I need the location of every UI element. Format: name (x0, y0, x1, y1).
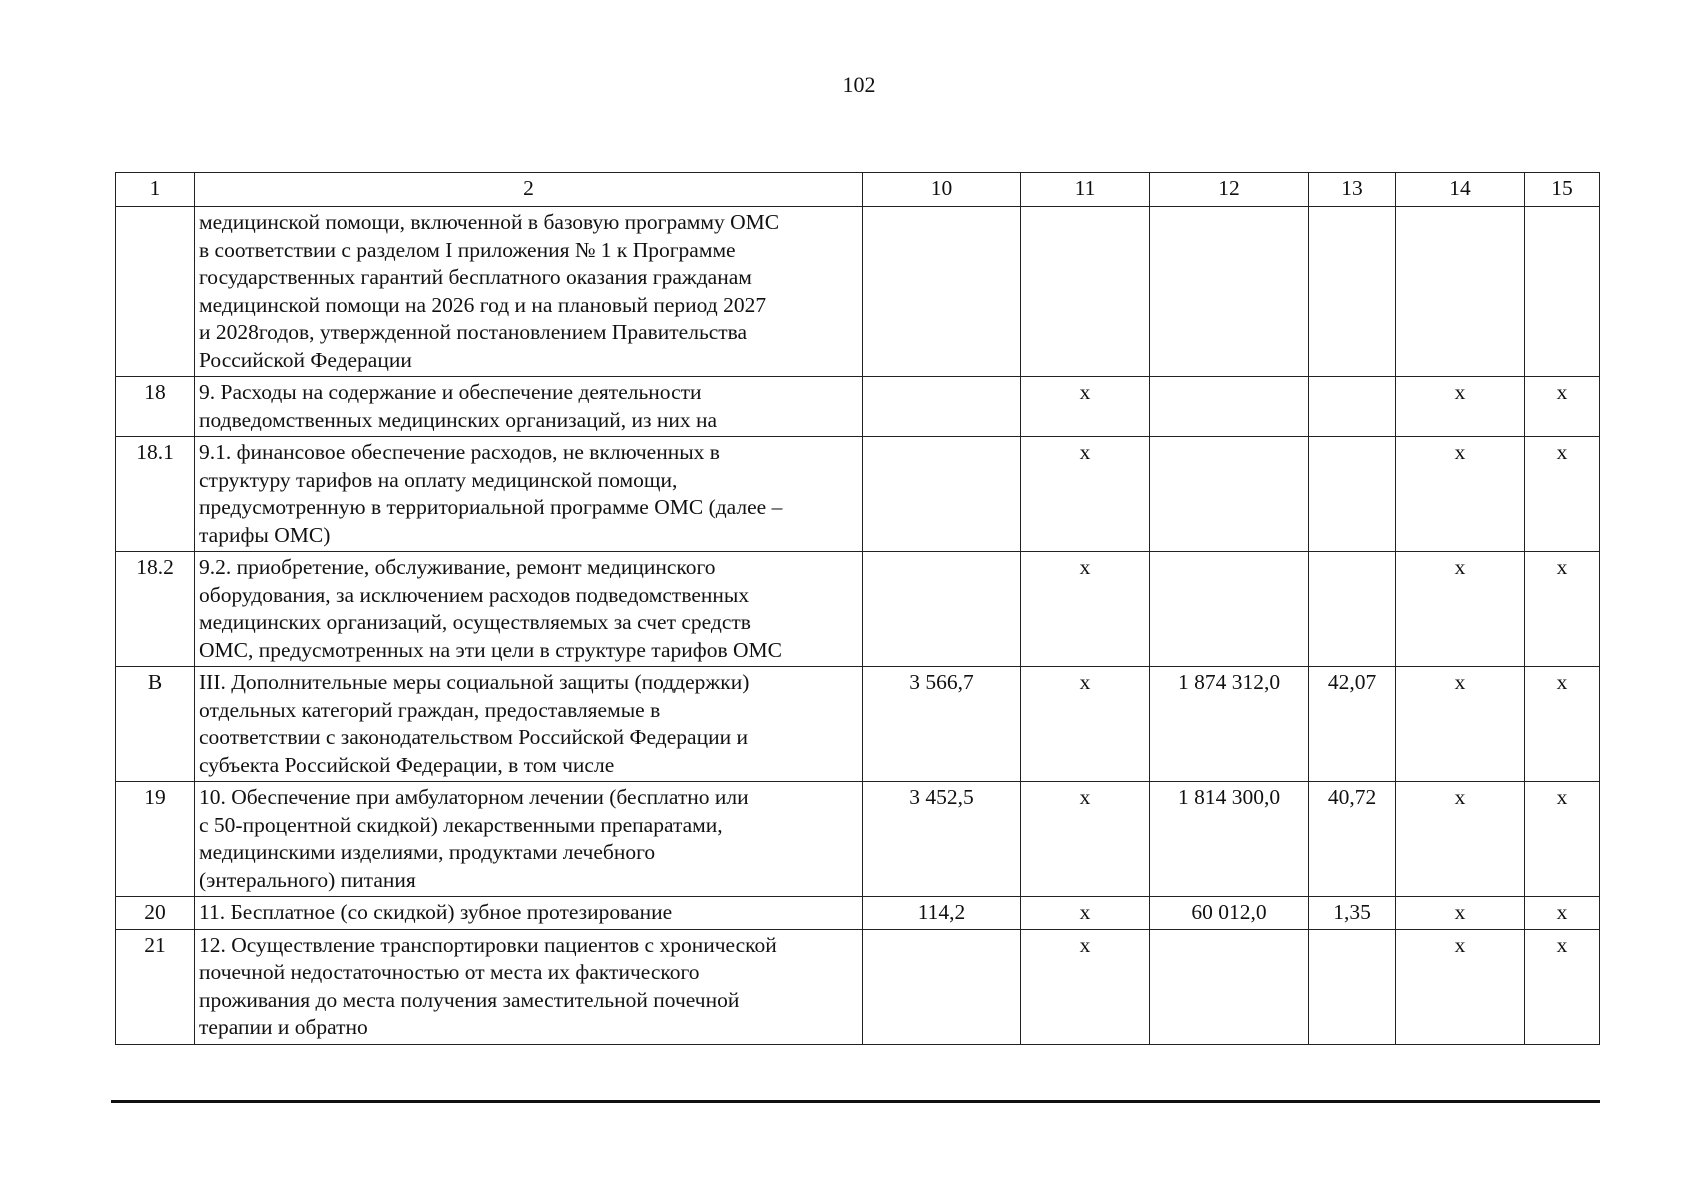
cell-col-11: х (1021, 782, 1150, 897)
cell-col-15: х (1525, 782, 1600, 897)
table-row (116, 667, 1600, 782)
cell-col-15: х (1525, 377, 1600, 437)
table-row (116, 897, 1600, 930)
cell-col-14: х (1396, 552, 1525, 667)
cell-col-11: х (1021, 437, 1150, 552)
row-number: 18.1 (116, 437, 195, 552)
column-header: 13 (1309, 173, 1396, 207)
column-header: 2 (195, 173, 863, 207)
row-description: 11. Бесплатное (со скидкой) зубное протезирование (195, 897, 863, 930)
cell-col-13 (1309, 929, 1396, 1044)
cell-col-11: х (1021, 929, 1150, 1044)
cell-col-15: х (1525, 929, 1600, 1044)
cell-col-12 (1150, 377, 1309, 437)
row-number: 18 (116, 377, 195, 437)
cell-col-12 (1150, 929, 1309, 1044)
cell-col-15: х (1525, 437, 1600, 552)
row-description: 9.1. финансовое обеспечение расходов, не включенных в структуру тарифов на оплату медицинской помощи, предусмотренную в территориальной программе ОМС (далее – тарифы ОМС) (195, 437, 863, 552)
cell-col-11: х (1021, 667, 1150, 782)
table-row (116, 552, 1600, 667)
row-description: медицинской помощи, включенной в базовую программу ОМС в соответствии с разделом I приложения № 1 к Программе государственных гарантий бесплатного оказания гражданам медицинской помощи на 2026 год и на плановый период 2027 и 2028годов, утвержденной постановлением Правительства Российской Федерации (195, 207, 863, 377)
cell-col-13 (1309, 437, 1396, 552)
row-number: 20 (116, 897, 195, 930)
cell-col-15 (1525, 207, 1600, 377)
cell-col-14: х (1396, 782, 1525, 897)
row-number: 21 (116, 929, 195, 1044)
table-row (116, 782, 1600, 897)
cell-col-12 (1150, 552, 1309, 667)
cell-col-12 (1150, 207, 1309, 377)
row-number: В (116, 667, 195, 782)
cell-col-13: 40,72 (1309, 782, 1396, 897)
cell-col-13 (1309, 377, 1396, 437)
cell-col-10: 3 566,7 (863, 667, 1021, 782)
cell-col-10 (863, 207, 1021, 377)
financing-table (115, 172, 1600, 1045)
row-description: 12. Осуществление транспортировки пациентов с хронической почечной недостаточностью от места их фактического проживания до места получения заместительной почечной терапии и обратно (195, 929, 863, 1044)
column-header: 12 (1150, 173, 1309, 207)
cell-col-13 (1309, 552, 1396, 667)
table-header-row (116, 173, 1600, 207)
cell-col-10 (863, 929, 1021, 1044)
column-header: 10 (863, 173, 1021, 207)
cell-col-14 (1396, 207, 1525, 377)
cell-col-10: 3 452,5 (863, 782, 1021, 897)
column-header: 1 (116, 173, 195, 207)
cell-col-12: 1 814 300,0 (1150, 782, 1309, 897)
cell-col-10 (863, 437, 1021, 552)
table-row (116, 207, 1600, 377)
cell-col-14: х (1396, 667, 1525, 782)
column-header: 15 (1525, 173, 1600, 207)
cell-col-13: 1,35 (1309, 897, 1396, 930)
row-number (116, 207, 195, 377)
cell-col-12: 1 874 312,0 (1150, 667, 1309, 782)
row-description: 10. Обеспечение при амбулаторном лечении (бесплатно или с 50-процентной скидкой) лекарственными препаратами, медицинскими изделиями, продуктами лечебного (энтерального) питания (195, 782, 863, 897)
column-header: 14 (1396, 173, 1525, 207)
cell-col-13: 42,07 (1309, 667, 1396, 782)
cell-col-11 (1021, 207, 1150, 377)
row-number: 18.2 (116, 552, 195, 667)
cell-col-11: х (1021, 897, 1150, 930)
table-body (116, 173, 1600, 1045)
table-row (116, 377, 1600, 437)
table-row (116, 929, 1600, 1044)
table-row (116, 437, 1600, 552)
cell-col-12: 60 012,0 (1150, 897, 1309, 930)
cell-col-15: х (1525, 552, 1600, 667)
page-number: 102 (842, 72, 876, 97)
cell-col-14: х (1396, 929, 1525, 1044)
row-number: 19 (116, 782, 195, 897)
bottom-rule (111, 1100, 1600, 1103)
cell-col-14: х (1396, 897, 1525, 930)
cell-col-15: х (1525, 667, 1600, 782)
cell-col-14: х (1396, 377, 1525, 437)
cell-col-10 (863, 552, 1021, 667)
cell-col-14: х (1396, 437, 1525, 552)
cell-col-11: х (1021, 552, 1150, 667)
cell-col-11: х (1021, 377, 1150, 437)
column-header: 11 (1021, 173, 1150, 207)
cell-col-10 (863, 377, 1021, 437)
row-description: III. Дополнительные меры социальной защиты (поддержки) отдельных категорий граждан, предоставляемые в соответствии с законодательством Российской Федерации и субъекта Российской Федерации, в том числе (195, 667, 863, 782)
row-description: 9. Расходы на содержание и обеспечение деятельности подведомственных медицинских организаций, из них на (195, 377, 863, 437)
cell-col-13 (1309, 207, 1396, 377)
row-description: 9.2. приобретение, обслуживание, ремонт медицинского оборудования, за исключением расходов подведомственных медицинских организаций, осуществляемых за счет средств ОМС, предусмотренных на эти цели в структуре тарифов ОМС (195, 552, 863, 667)
cell-col-12 (1150, 437, 1309, 552)
cell-col-10: 114,2 (863, 897, 1021, 930)
cell-col-15: х (1525, 897, 1600, 930)
